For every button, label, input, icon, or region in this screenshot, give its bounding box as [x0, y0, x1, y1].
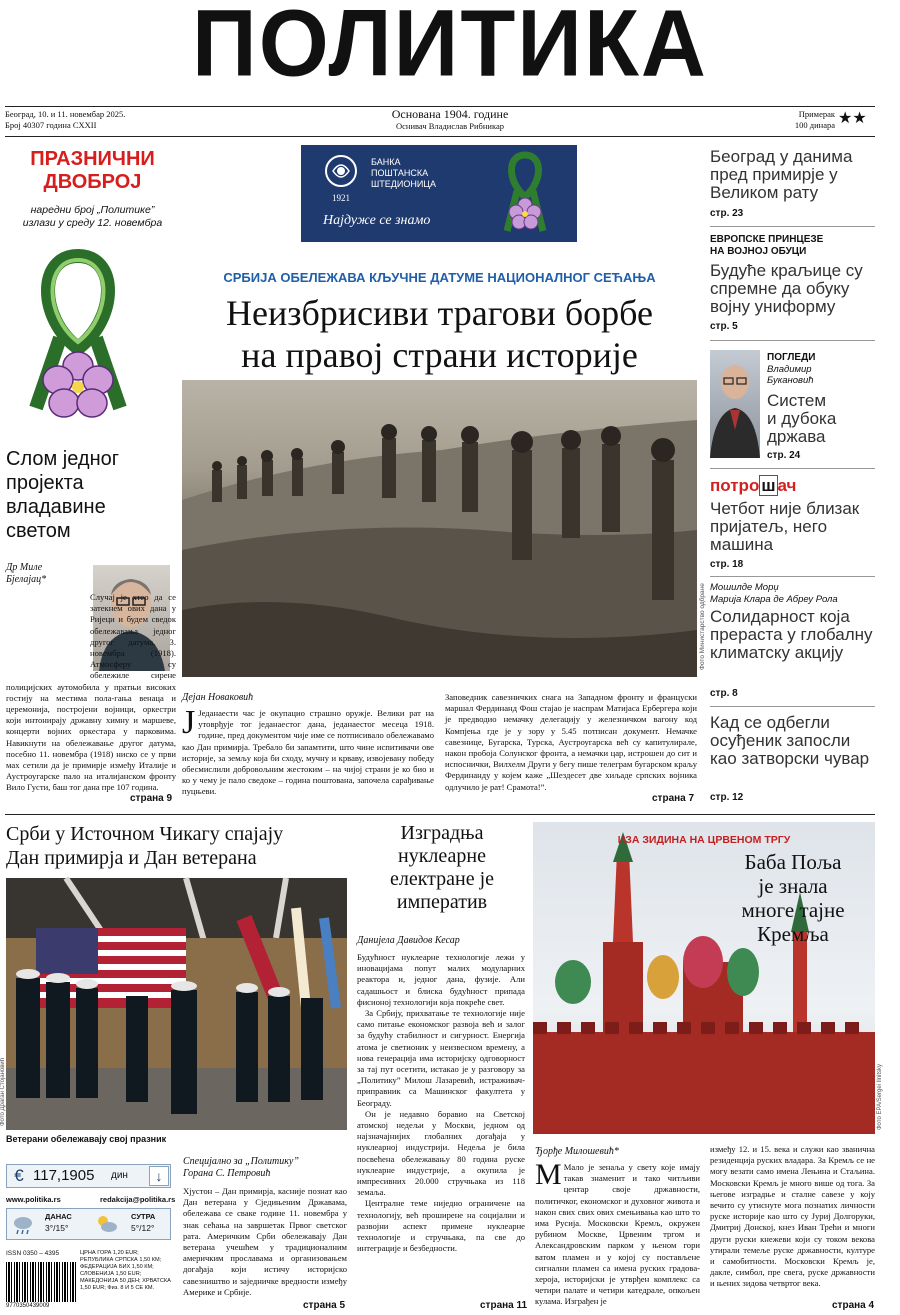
nuclear-headline-line4: императив: [396, 891, 488, 913]
kremlin-headline-line2: је знала: [758, 874, 828, 898]
right-item3-title-line2: и дубока: [767, 409, 837, 428]
nuclear-text-p1: Будућност нуклеарне технологије лежи у иновацијама попут малих модуларних реактора и, једног дана, фузије. Али садашњост и блиска будућност припада фисионој технологији која покреће свет.: [357, 952, 525, 1007]
right-item3-ref[interactable]: стр. 24: [767, 450, 801, 461]
kremlin-headline-line3: многе тајне: [741, 898, 845, 922]
right-divider3: [710, 468, 875, 469]
price-label: Примерак: [798, 109, 835, 119]
potrosac-logo-c: ач: [777, 476, 797, 495]
kremlin-headline-line4: Кремља: [757, 922, 829, 946]
kremlin-kicker: ИЗА ЗИДИНА НА ЦРВЕНОМ ТРГУ: [617, 834, 791, 846]
kremlin-text-col1: М Мало је зенаља у свету које имају такав знаменит и тако читљиви центар своје државности, политичког, економског и духовног живота и након свих свих ових смењивања као што то има Русија. Московски Кремљ, окружен рубином Москве, Црвеним тргом и Александровским парком у њеном гори ватом пламен и у којој су постављене сигнални пламен са имена руских градова-хероја, историјски је утврђен комплекс са четири палате и четири катедрале, опкољен кулама. Изграђен је: [535, 1158, 700, 1307]
opinion-page-ref[interactable]: страна 9: [130, 793, 173, 804]
right-item3-author-photo: [710, 350, 760, 458]
potrosac-logo-b: ш: [761, 476, 776, 495]
kremlin-photo-credit: Фото EPA/Sergei Ilnitsky: [877, 1063, 883, 1130]
euro-icon: €: [14, 1166, 24, 1185]
nuclear-text-p2: За Србију, прихватање те технологије није само питање економског развоја већ и залог за будућу стабилност и сигурност. Енергија атома је светионик у неизвесном времену, а нова генерација има историјску одговорност за тај пут осетити, истакао је у разговору за „Политику” Милош Лазаревић, истраживач-приправник са Машинског факултета у Београду.: [357, 1008, 525, 1108]
chicago-headline: [6, 822, 351, 870]
opinion-title-line1: Слом једног: [6, 448, 120, 470]
chicago-headline-line2: Дан примирја и Дан ветерана: [6, 847, 257, 869]
issue-number: Број 40307 година CXXII: [5, 120, 97, 130]
masthead-logo: ПОЛИТИКА: [192, 0, 708, 97]
right-item3-author-line1: Владимир: [767, 364, 812, 375]
masthead-rule-bottom: [5, 136, 875, 137]
bank-slogan: Најдуже се знамо: [323, 213, 431, 228]
barcode-number: 9770350439009: [6, 1303, 50, 1309]
nuclear-text-p4: Централне теме ниједно ограничене на технологију, већ проширене на социјални и развојни аспект примене нуклеарне технологије и стручњака, па све до интеграције и безбедности.: [357, 1198, 525, 1254]
chicago-caption: Ветерани обележавају свој празник: [6, 1134, 167, 1144]
nuclear-headline-line1: Изградња: [400, 822, 484, 844]
weather-today-label: ДАНАС: [45, 1212, 72, 1221]
holiday-note-line2: излази у среду 12. новембра: [22, 217, 163, 229]
potrosac-logo: [710, 476, 796, 496]
lead-text-col2: Заповедник савезничких снага на Западном фронту и француски маршал Фердинанд Фош стајао је наспрам Матијаса Ербергера који је предводио немачку делегацију у железничком вагону код Компјења где је у зору у 5.45 потписан документ. Немачке савезнице, Бугарска, Турска, Аустроугарска већ су капитулирале, након пробоја Солунског фронта, а немачки цар, истрошен до сит и испоснички, Вилхелм Други у бегу пише телеграм бугарском краљу Фердинанду у којем каже „Шездесет две хиљаде српских војника одлучило је рат! Срамота!”.: [445, 692, 697, 792]
lead-photo-credit: Фото Министарство одбране: [699, 583, 706, 670]
opinion-author-line2: Бјелајац*: [6, 574, 47, 585]
publisher-info: ЦРНА ГОРА 1,20 EUR; РЕПУБЛИКА СРПСКА 1,50 КМ; ФЕДЕРАЦИЈА БИХ 1,50 КМ; СЛОВЕНИЈА 1,50 EUR; МАКЕДОНИЈА 50 ДЕН; ХРВАТСКА 1,50 EUR; Физ. 8 И 5 СЕ КМ.: [80, 1250, 171, 1291]
chicago-correspondent: [183, 1156, 299, 1180]
right-item5-author: [710, 582, 875, 606]
edition-stars: ★★: [838, 110, 867, 127]
holiday-note-line1: наредни број „Политике”: [30, 204, 155, 216]
chicago-page-ref[interactable]: страна 5: [303, 1300, 346, 1311]
opinion-author: [6, 562, 86, 586]
weather-today-temp: 3°/15°: [45, 1223, 69, 1233]
potrosac-logo-a: потро: [710, 476, 760, 495]
exchange-rate: 117,1905: [33, 1167, 95, 1184]
opinion-text: Случај је хтео да се затекнем ових дана у Ријеци и будем сведок обележавања једног другог датума, 3. новембра (1918). Атмосферу су обележиле сирене полицијских аутомобила у пратњи високих гостију на местима пола-гања венаца и церемонија, постројени војници, оркестри који интонирају државну химну и маршеве, концерти војних оркестара у парковима. Навикнути на обележавање другог датума, посебно 11. новембра (1918) ниско се у први мах сетили да је примирје између Италије и Аустроугарске пало на италијанском фронту Вило Густи, баш тог дана пре 107 година.: [6, 592, 176, 793]
right-divider4: [710, 576, 875, 577]
founded-line: Основана 1904. године: [391, 107, 509, 121]
holiday-title-line2: ДВОБРОЈ: [43, 171, 142, 193]
lead-page-ref[interactable]: страна 7: [652, 793, 695, 804]
nuclear-headline-line2: нуклеарне: [398, 845, 486, 867]
right-item3-author: [767, 364, 814, 386]
lead-byline: Дејан Новаковић: [182, 692, 254, 703]
chicago-text: Хјустон – Дан примирја, касније познат као Дан ветерана у Сједињеним Државама, обележава се сваке године 11. новембра у знак сећања на завршетак Првог светског рата. Америчким Срби обележавају Дан ветерана учешћем у традиционалним америчким прославама и организовањем догађаја који истичу историјско савезништво и заједничке вредности између Америке и Србије.: [183, 1186, 347, 1297]
right-item2-ref[interactable]: стр. 5: [710, 321, 738, 332]
kremlin-headline: [711, 850, 875, 946]
right-item2-kicker: [710, 234, 870, 258]
opinion-title-line4: светом: [6, 520, 71, 542]
right-divider1: [710, 226, 875, 227]
kremlin-headline-line1: Баба Поља: [744, 850, 842, 874]
ribbon-flower-icon: [501, 151, 549, 237]
right-item6-ref[interactable]: стр. 12: [710, 792, 744, 803]
bank-name: [371, 157, 436, 190]
bank-name-line1: БАНКА: [371, 157, 401, 167]
opinion-title-line3: владавине: [6, 496, 106, 518]
sun-cloud-icon: [95, 1213, 119, 1237]
holiday-title: [5, 148, 180, 194]
issue-date: Београд, 10. и 11. новембар 2025.: [5, 109, 126, 119]
chicago-photo-credit: Фото Драган Стојановић: [0, 1057, 6, 1126]
bank-ad[interactable]: [301, 145, 577, 242]
opinion-title: [6, 447, 176, 543]
kremlin-photo: [533, 822, 875, 1134]
nuclear-text-p3: Он је недавно боравио на Светској атомској недељи у Москви, једном од најзначајнијих глобалних догађаја у нуклеарној индустрији. Недеља је била посвећена обележавању 80 година руске нуклеарне индустрије, а окупила је импресивних 20.000 стручњака из 118 земаља.: [357, 1108, 525, 1198]
lead-photo-soldiers: [182, 380, 697, 677]
fold-rule: [5, 814, 875, 815]
email-link[interactable]: redakcija@politika.rs: [100, 1195, 176, 1204]
lead-headline: [182, 292, 697, 376]
opinion-title-line2: пројекта: [6, 472, 84, 494]
right-item5-author-line2: Марија Клара де Абреу Рола: [710, 594, 838, 605]
price-value: 100 динара: [794, 120, 835, 130]
chicago-headline-line1: Срби у Источном Чикагу спајају: [6, 823, 284, 845]
bank-name-line3: ШТЕДИОНИЦА: [371, 179, 436, 189]
barcode: [6, 1262, 76, 1302]
albanian-ribbon-icon: [24, 248, 132, 428]
nuclear-headline-line3: електране је: [389, 868, 495, 890]
website-link[interactable]: www.politika.rs: [6, 1195, 61, 1204]
right-item3-title-line3: држава: [767, 427, 826, 446]
issn: ISSN 0350 – 4395: [6, 1250, 60, 1257]
kremlin-page-ref[interactable]: страна 4: [832, 1300, 875, 1311]
lead-kicker: СРБИЈА ОБЕЛЕЖАВА КЉУЧНЕ ДАТУМЕ НАЦИОНАЛНОГ СЕЋАЊА: [223, 270, 656, 285]
right-item4-ref[interactable]: стр. 18: [710, 559, 744, 570]
weather-tomorrow-label: СУТРА: [131, 1212, 156, 1221]
founder-line: Оснивач Владислав Рибникар: [396, 121, 504, 131]
right-item4-title[interactable]: Четбот није близак пријатељ, него машина: [710, 499, 860, 554]
right-divider2: [710, 340, 875, 341]
lead-headline-line1: Неизбрисиви трагови борбе: [226, 293, 653, 333]
nuclear-page-ref[interactable]: страна 11: [480, 1300, 528, 1311]
right-item5-author-line1: Мошилде Морџ: [710, 582, 779, 593]
nuclear-byline: Данијела Давидов Кесар: [357, 935, 460, 946]
right-item3-title[interactable]: [767, 392, 872, 446]
chicago-photo-veterans: [6, 878, 347, 1130]
right-divider5: [710, 706, 875, 707]
chicago-correspondent-line1: Специјално за „Политику”: [183, 1156, 299, 1167]
bank-logo-icon: [323, 153, 359, 195]
right-item2-title[interactable]: Будуће краљице су спремне да обуку војну униформу: [710, 261, 863, 316]
holiday-note: [5, 204, 180, 230]
currency-widget: [6, 1164, 171, 1188]
nuclear-headline: [357, 822, 527, 914]
right-item2-kicker-line2: НА ВОЈНОЈ ОБУЦИ: [710, 246, 807, 257]
bank-name-line2: ПОШТАНСКА: [371, 168, 429, 178]
right-item5-title[interactable]: Солидарност која прераста у глобалну климатску акцију: [710, 607, 873, 662]
rain-cloud-icon: [11, 1213, 35, 1237]
right-item1-ref[interactable]: стр. 23: [710, 208, 744, 219]
weather-tomorrow-temp: 5°/12°: [131, 1223, 155, 1233]
chicago-correspondent-line2: Горана С. Петровић: [183, 1168, 271, 1179]
lead-text-col1: Ј Једанаести час је окупацио страшно оружје. Велики рат на утоврђује тог једанаестог дана, једанаестог месеца 1918. године, пред документом чије име се потписивало обележавамо као Дан примирја. Требало би запамтити, што чине испитивачи ове историје, за земљу која би сходу, мучну и крваву, извојевану победу обесмислили добровољним жестоким – на чијој страни је ко био и ко у чему је пало сведоке – година поштована, започела сарађивање пуцњеви.: [182, 704, 434, 797]
holiday-title-line1: ПРАЗНИЧНИ: [30, 148, 155, 170]
right-item6-title[interactable]: Кад се одбегли осуђеник запосли као затворски чувар: [710, 713, 870, 768]
lead-headline-line2: на правој страни историје: [241, 335, 638, 375]
exchange-rate-unit: дин: [111, 1170, 128, 1181]
right-item3-title-line1: Систем: [767, 391, 827, 410]
bank-year: 1921: [332, 193, 350, 203]
right-item5-ref[interactable]: стр. 8: [710, 688, 738, 699]
trend-down-icon: ↓: [149, 1166, 169, 1186]
weather-widget: [6, 1208, 171, 1240]
nuclear-text: [357, 952, 525, 1297]
kremlin-text-col2: између 12. и 15. века и служи као званична резиденција руских владара. За Кремљ се не могу везати само имена Лењина и Стаљина. Московски Кремљ је много више од тога. За његове изградње и сталне савезе у коју вечито су утиснуте мога познатих личности руске историје као што су Јуриј Долгоруки, Дмитриј Донској, кнез Иван Трећи и многи други руски кнежеви који су током векова утирали темеље руске државности, културе и самобитности. Московски Кремљ је, дакле, симбол, пре свега, руске државности и њених зидова четвртог века.: [710, 1144, 875, 1289]
right-item3-author-line2: Букановић: [767, 375, 814, 386]
kremlin-byline: Ђорђе Милошевић*: [535, 1146, 619, 1157]
right-item2-kicker-line1: ЕВРОПСКЕ ПРИНЦЕЗЕ: [710, 234, 824, 245]
opinion-author-line1: Др Миле: [6, 562, 43, 573]
right-item3-kicker: ПОГЛЕДИ: [767, 352, 816, 363]
right-item1-title[interactable]: Београд у данима пред примирје у Великом рату: [710, 147, 853, 202]
